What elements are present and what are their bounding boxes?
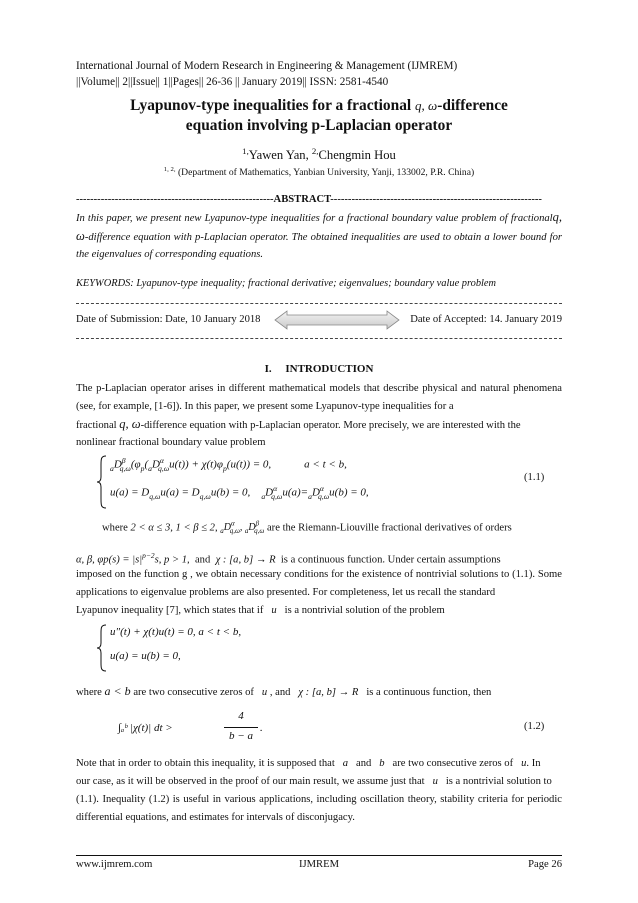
inequality-denominator: b − a (229, 730, 253, 742)
keywords-text: : Lyapunov-type inequality; fractional derivative; eigenvalues; boundary value problem (130, 278, 497, 289)
p3-a1: a (342, 758, 349, 769)
where-condition: 2 < α ≤ 3, 1 < β ≤ 2 (130, 522, 215, 534)
inequality-left: ∫ₐᵇ |χ(t)| dt > (118, 722, 173, 734)
where2-d: is a continuous function, then (366, 687, 492, 698)
p4-u: u (432, 776, 438, 787)
p2b-u: u (271, 605, 277, 616)
params-a: α, β, φp(s) = |s| (76, 554, 143, 566)
p3-c: . In (526, 758, 541, 769)
keywords-label: KEYWORDS (76, 278, 131, 289)
p1b-a: fractional (76, 420, 120, 431)
where2-a: where (76, 687, 102, 698)
left-brace (96, 455, 108, 509)
params-exp: p−2 (142, 551, 155, 560)
params-c: s, p > 1, (154, 554, 190, 566)
p4-b: is a nontrivial solution to (445, 776, 552, 787)
equation-1-1-line2: $u(a) = D_{q,\omega}u(a) = D_{q,\omega}u(b) = 0$, $_aD^\alpha_{q,\omega}u(a)=_aD^\alpha_{q,\omega}u(b) = 0$, (110, 484, 369, 501)
p3-a: Note that in order to obtain this inequality, it is supposed that (76, 758, 335, 769)
intro-paragraph-1b (76, 416, 562, 435)
where2-b: are two consecutive zeros of (133, 687, 254, 698)
p1b-b: -difference equation with p-Laplacian operator. More precisely, we are interested with the (140, 420, 521, 431)
abstract-text (76, 209, 562, 264)
where2-line (76, 683, 562, 702)
where-line: where 2 < α ≤ 3, 1 < β ≤ 2, $_aD^\alpha_{q,\omega}$, $_aD^\beta_{q,\omega}$ are the Riemann-Liouville fractional derivatives of orders (102, 520, 512, 536)
where2-chi: χ : [a, b] → R (298, 687, 359, 698)
journal-header-line2: ||Volume|| 2||Issue|| 1||Pages|| 26-36 || January 2019|| ISSN: 2581-4540 (76, 76, 389, 88)
author1-name: Yawen Yan, (248, 148, 312, 163)
title-symbol: q, ω (415, 98, 438, 113)
author2-name: Chengmin Hou (318, 148, 396, 163)
params-chi: χ : [a, b] → R (215, 554, 276, 566)
title-part1: Lyapunov-type inequalities for a fractional (130, 97, 412, 114)
footer-page-number: Page 26 (528, 859, 562, 870)
section-heading (76, 363, 562, 375)
divider-top (76, 303, 562, 304)
abstract-text-b: -difference equation with p-Laplacian operator. The obtained inequalities are used to obtain a lower bound for the eigenvalues of corresponding equations. (76, 231, 562, 260)
lyapunov-system-line2: u(a) = u(b) = 0, (110, 650, 181, 662)
abstract-heading: --------------------------------------------------------ABSTRACT------------------------------------------------------------ (76, 194, 542, 205)
abstract-symbol: q, ω (76, 210, 562, 243)
equation-1-1-line1: $_aD^\beta_{q,\omega}(\varphi_p(_aD^\alpha_{q,\omega}u(t)) + \chi(t)\varphi_p(u(t)) = 0$, a < t < b, (110, 456, 347, 473)
params-and: and (194, 554, 211, 566)
lyapunov-system-line1: u″(t) + χ(t)u(t) = 0, a < t < b, (110, 626, 242, 638)
intro-paragraph-2: imposed on the function g , we obtain necessary conditions for the existence of nontrivial solutions to (1.1). Some applications to eigenvalue problems are also presented. For completeness, let us recall the standard (76, 569, 562, 598)
inequality-period: . (260, 722, 263, 734)
intro-paragraph-1c: nonlinear fractional boundary value problem (76, 437, 266, 448)
p4-a: our case, as it will be observed in the proof of our main result, we assume just that (76, 776, 425, 787)
paper-title (60, 96, 578, 136)
intro-paragraph-2b (76, 602, 562, 620)
params-e: is a continuous function. Under certain assumptions (280, 554, 501, 566)
p1b-symbol: q, ω (119, 417, 141, 431)
intro-paragraph-5: (1.1). Inequality (1.2) is useful in various applications, including oscillation theory, stability criteria for periodic differential equations, and estimates for intervals of disconjugacy. (76, 794, 562, 823)
intro-paragraph-1: The p-Laplacian operator arises in different mathematical models that describe physical and natural phenomena (see, for example, [1-6]). In this paper, we present some Lyapunov-type inequalities for a (76, 383, 562, 412)
where2-u: u (261, 687, 268, 698)
footer-rule (76, 855, 562, 856)
author1-sup: 1, (242, 146, 249, 156)
keywords (76, 278, 562, 289)
footer-website[interactable]: www.ijmrem.com (76, 859, 153, 870)
intro-paragraph-3 (76, 755, 562, 773)
inequality-numerator: 4 (238, 710, 244, 722)
p3-b: are two consecutive zeros of (392, 758, 514, 769)
affil-sup: 1, 2, (163, 166, 176, 173)
p2b-b: is a nontrivial solution of the problem (284, 605, 445, 616)
where2-c: , and (269, 687, 291, 698)
where-b: are the Riemann-Liouville fractional derivatives of orders (266, 522, 512, 534)
title-part2: -difference (437, 97, 508, 114)
p3-b1: b (379, 758, 385, 769)
fraction-bar (224, 727, 258, 728)
journal-header-line1: International Journal of Modern Research in Engineering & Management (IJMREM) (76, 60, 458, 72)
p2b-a: Lyapunov inequality [7], which states that if (76, 605, 264, 616)
section-title: INTRODUCTION (285, 363, 374, 375)
equation-number-1-1: (1.1) (524, 472, 545, 483)
footer-journal: IJMREM (298, 859, 340, 870)
intro-paragraph-4 (76, 773, 562, 791)
abstract-text-a: In this paper, we present new Lyapunov-type inequalities for a fractional boundary value problem of fractional (76, 213, 553, 224)
double-arrow-icon (274, 310, 400, 330)
equation-number-1-2: (1.2) (524, 721, 545, 732)
title-line2: equation involving p-Laplacian operator (185, 117, 453, 134)
divider-bottom (76, 338, 562, 339)
accepted-date: Date of Accepted: 14. January 2019 (410, 314, 562, 325)
where2-ab: a < b (104, 684, 131, 698)
p3-and: and (356, 758, 372, 769)
left-brace-2 (96, 624, 108, 672)
affil-text: (Department of Mathematics, Yanbian University, Yanji, 133002, P.R. China) (175, 167, 475, 179)
where-a: where (102, 522, 131, 534)
submission-date: Date of Submission: Date, 10 January 2018 (76, 314, 261, 325)
authors (60, 146, 578, 163)
p3-u: u (521, 758, 527, 769)
affiliation (60, 166, 578, 178)
section-number: I. (264, 363, 272, 375)
author2-sup: 2, (311, 146, 319, 156)
